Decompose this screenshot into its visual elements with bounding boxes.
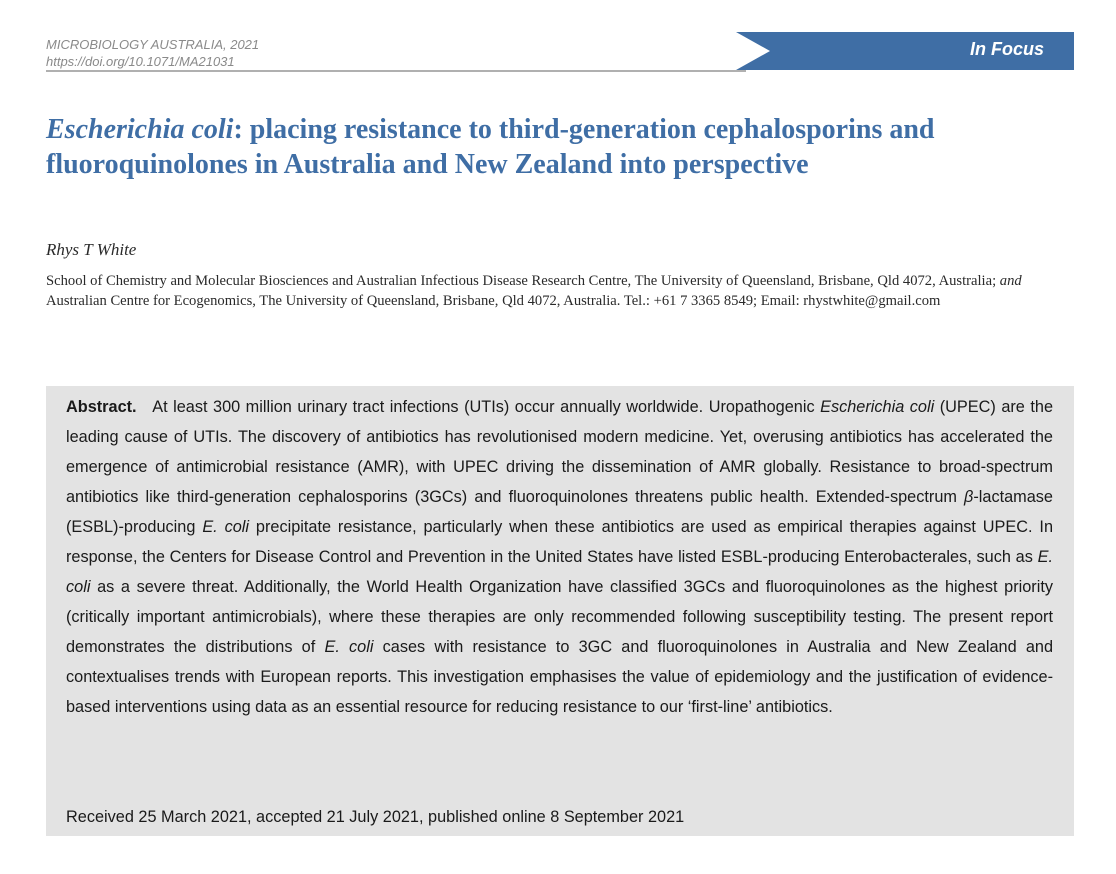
- abstract-text: [66, 392, 1053, 722]
- doi-link[interactable]: https://doi.org/10.1071/MA21031: [46, 54, 235, 69]
- abstract-organism: E. coli: [66, 548, 1053, 596]
- affiliation-and: and: [999, 273, 1022, 289]
- section-banner: [736, 32, 1074, 70]
- author-affiliation: [46, 272, 1066, 311]
- abstract-organism: E. coli: [202, 518, 250, 536]
- abstract-segment: -lactamase (ESBL)-producing: [66, 488, 1053, 536]
- affiliation-first: School of Chemistry and Molecular Biosciences and Australian Infectious Disease Research Centre, The University of Queensland, Brisbane, Qld 4072, Australia;: [46, 273, 997, 289]
- abstract-segment: precipitate resistance, particularly when these antibiotics are used as empirical therapies against UPEC. In response, the Centers for Disease Control and Prevention in the United States have listed ESBL-producing Enterobacterales, such as: [66, 518, 1054, 566]
- received-dates: Received 25 March 2021, accepted 21 July 2021, published online 8 September 2021: [66, 808, 685, 826]
- abstract-segment: (UPEC) are the leading cause of UTIs. The discovery of antibiotics has revolutionised modern medicine. Yet, overusing antibiotics has accelerated the emergence of antimicrobial resistance (AMR), with UPEC driving the dissemination of AMR globally. Resistance to broad-spectrum antibiotics like third-generation cephalosporins (3GCs) and fluoroquinolones threatens public health. Extended-spectrum: [66, 398, 1053, 506]
- title-main: : placing resistance to third-generation cephalosporins and fluoroquinolones in Australia and New Zealand into perspective: [46, 114, 935, 180]
- abstract-organism: E. coli: [324, 638, 374, 656]
- header-rule: [46, 70, 746, 72]
- abstract-segment: as a severe threat. Additionally, the World Health Organization have classified 3GCs and fluoroquinolones as the highest priority (critically important antimicrobials), where these therapies are only recommended following susceptibility testing. The present report demonstrates the distributions of: [66, 578, 1053, 656]
- abstract-label: Abstract.: [66, 398, 137, 416]
- beta-symbol: β: [964, 488, 974, 506]
- article-title: [46, 112, 1066, 182]
- abstract-segment: At least 300 million urinary tract infections (UTIs) occur annually worldwide. Uropathogenic: [152, 398, 815, 416]
- abstract-box: [46, 386, 1074, 836]
- section-label: In Focus: [969, 39, 1044, 59]
- abstract-segment: cases with resistance to 3GC and fluoroquinolones in Australia and New Zealand and contextualises trends with European reports. This investigation emphasises the value of epidemiology and the justification of evidence-based interventions using data as an essential resource for reducing resistance to our ‘first-line’ antibiotics.: [66, 638, 1054, 716]
- title-organism: Escherichia coli: [46, 114, 234, 145]
- running-header: [46, 36, 259, 70]
- abstract-organism: Escherichia coli: [820, 398, 935, 416]
- affiliation-second: Australian Centre for Ecogenomics, The University of Queensland, Brisbane, Qld 4072, Australia. Tel.: +61 7 3365 8549; Email: rhystwhite@gmail.com: [46, 292, 941, 309]
- journal-name: MICROBIOLOGY AUSTRALIA, 2021: [46, 37, 260, 52]
- author-name: Rhys T White: [46, 240, 137, 259]
